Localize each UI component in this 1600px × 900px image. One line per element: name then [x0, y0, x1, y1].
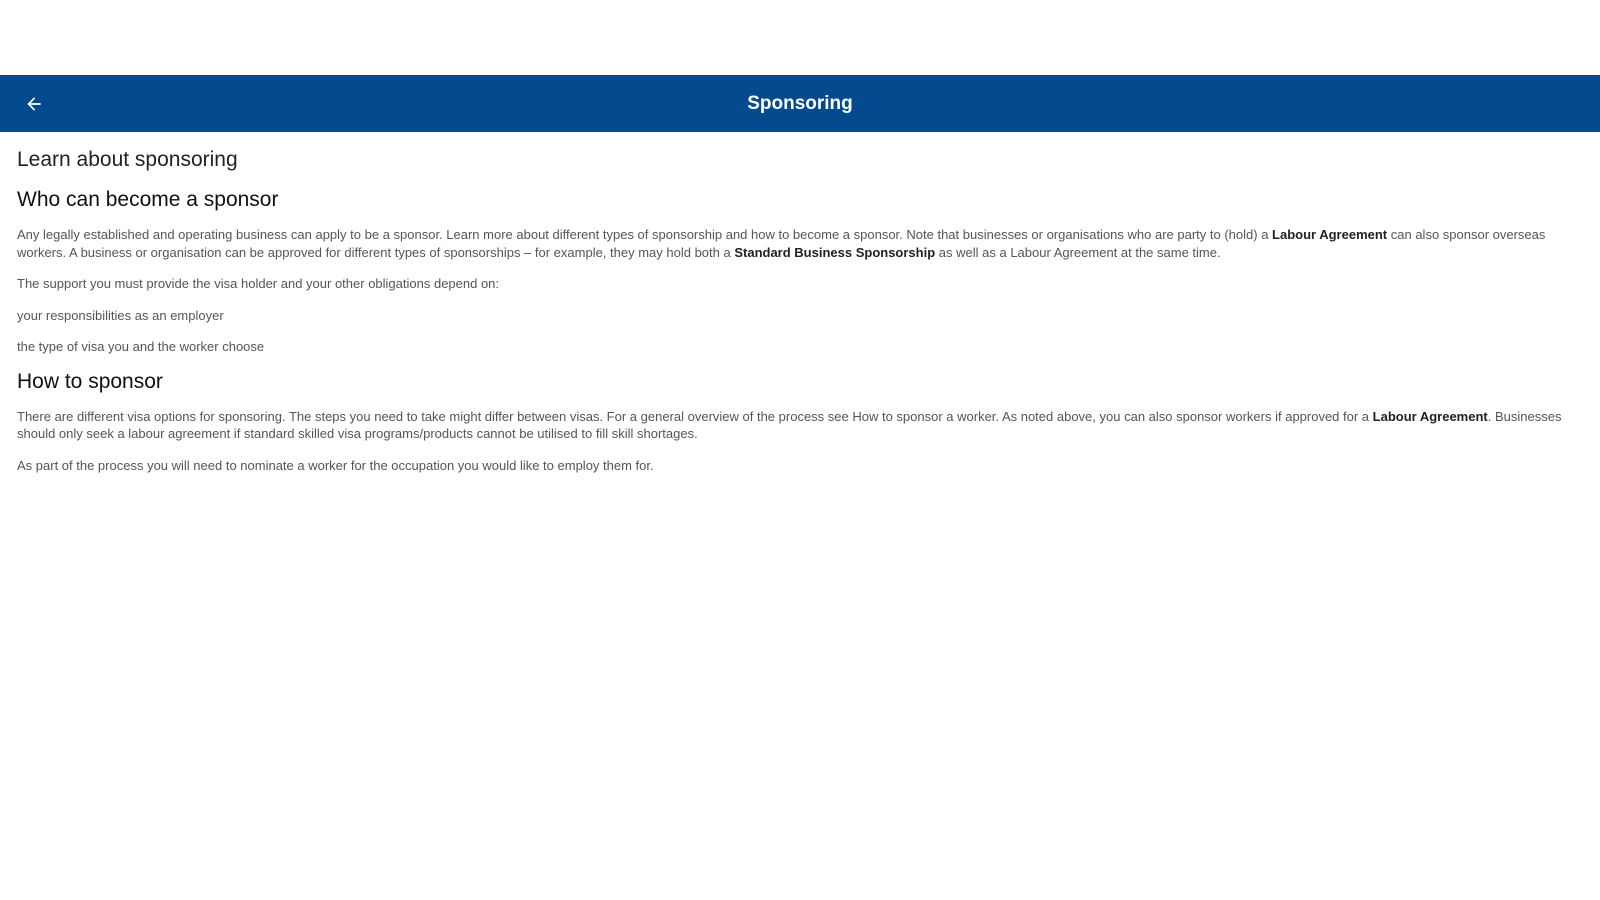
how-to-sponsor-link[interactable]: How to sponsor a worker	[852, 408, 996, 424]
who-paragraph-text-1: Any legally established and operating business can apply to be a sponsor. Learn more about different types of sponsorship and how to become a sponsor. Note that businesses or organisations who are party to (hold) a	[17, 227, 1273, 242]
obligation-item-visa: the type of visa you and the worker choose	[17, 339, 265, 354]
who-paragraph	[17, 226, 1583, 261]
app-bar	[0, 75, 1600, 132]
content-area	[0, 132, 1600, 474]
arrow-left-icon	[24, 94, 44, 114]
obligation-item-employer: your responsibilities as an employer	[17, 307, 224, 323]
how-paragraph-text-1: There are different visa options for sponsoring. The steps you need to take might differ between visas. For a general overview of the process see	[17, 408, 853, 424]
status-bar-area	[0, 0, 1600, 75]
obligations-intro: The support you must provide the visa holder and your other obligations depend on:	[17, 276, 500, 291]
page-heading: Learn about sponsoring	[17, 148, 238, 171]
who-paragraph-text-2: can also sponsor overseas workers. A business or organisation can be approved for different types of sponsorships – for example, they may hold both a	[17, 227, 1546, 260]
nominate-paragraph: As part of the process you will need to nominate a worker for the occupation you would like to employ them for.	[17, 457, 654, 473]
who-paragraph-text-3: as well as a Labour Agreement at the same time.	[935, 244, 1221, 260]
how-paragraph-text-2: . As noted above, you can also sponsor workers if approved for a	[995, 408, 1373, 424]
labour-agreement-term: Labour Agreement	[1272, 227, 1388, 242]
how-paragraph-text-3: . Businesses should only seek a labour agreement if standard skilled visa programs/products cannot be utilised to fill skill shortages.	[17, 408, 1562, 441]
labour-agreement-term-2: Labour Agreement	[1372, 408, 1488, 424]
standard-business-sponsorship-term: Standard Business Sponsorship	[734, 244, 936, 260]
back-button[interactable]	[20, 90, 48, 118]
app-title: Sponsoring	[747, 92, 853, 114]
section-heading-who: Who can become a sponsor	[17, 188, 279, 211]
how-paragraph	[17, 408, 1583, 443]
section-heading-how: How to sponsor	[17, 369, 163, 393]
